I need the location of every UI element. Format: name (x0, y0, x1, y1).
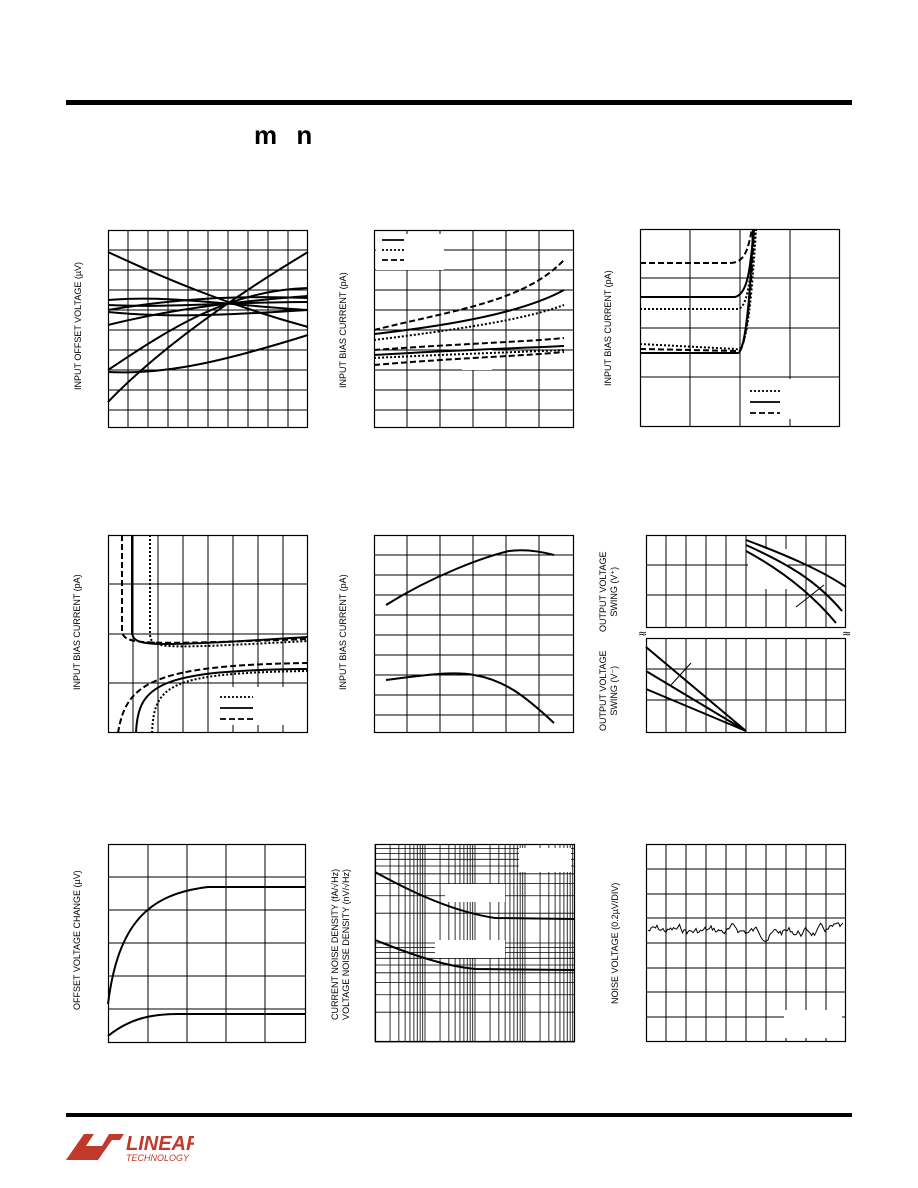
curve (640, 229, 754, 351)
curve (150, 535, 308, 646)
chart-offset-voltage-plot (108, 230, 308, 428)
curve (640, 229, 752, 263)
curve (646, 671, 746, 731)
bottom-rule (66, 1113, 852, 1117)
curve (386, 673, 554, 723)
curve (640, 229, 753, 353)
chart-offset-change (108, 844, 306, 1043)
c1-ylabel: INPUT OFFSET VOLTAGE (µV) (73, 261, 83, 390)
upper-plot (646, 535, 846, 628)
c9-ylabel: NOISE VOLTAGE (0.2µV/DIV) (610, 882, 620, 1004)
logo-word: LINEAR (126, 1133, 194, 1155)
c6-ylabel-bottom: OUTPUT VOLTAGE SWING (V⁻) (598, 650, 619, 731)
logo-sub: TECHNOLOGY (126, 1153, 190, 1163)
grid (108, 230, 308, 428)
header-glyphs: m n (254, 120, 319, 150)
chart-output-swing (638, 535, 852, 733)
chart-noise-voltage (646, 844, 846, 1042)
grid (374, 535, 574, 733)
curve (646, 647, 746, 731)
chart-offset-voltage (108, 230, 308, 428)
chart-bias-current-1 (374, 230, 574, 428)
curve (108, 1014, 306, 1036)
c8-ylabel: CURRENT NOISE DENSITY (fA/√Hz) VOLTAGE NOISE DENSITY (nV/√Hz) (330, 868, 351, 1020)
chart-bias-current-3 (108, 535, 308, 733)
logo-mark-icon (64, 1128, 194, 1164)
top-rule (66, 100, 852, 105)
axis-break-right: ≈ (842, 627, 852, 640)
curve (640, 229, 756, 349)
curve (374, 290, 564, 334)
axis-break-left: ≈ (638, 627, 648, 640)
curve (108, 887, 306, 1004)
chart-noise-density (375, 844, 575, 1042)
lower-plot (646, 639, 846, 734)
curve (386, 550, 554, 605)
chart-bias-current-4 (374, 535, 574, 733)
c7-ylabel: OFFSET VOLTAGE CHANGE (µV) (72, 870, 82, 1010)
chart-bias-current-2 (640, 229, 840, 427)
curve (646, 689, 746, 731)
c5-ylabel: INPUT BIAS CURRENT (pA) (338, 574, 348, 690)
c6-ylabel-top: OUTPUT VOLTAGE SWING (V⁺) (598, 551, 619, 632)
linear-technology-logo[interactable] (64, 1128, 194, 1169)
c4-ylabel: INPUT BIAS CURRENT (pA) (72, 574, 82, 690)
c3-ylabel: INPUT BIAS CURRENT (pA) (603, 270, 613, 386)
c2-ylabel: INPUT BIAS CURRENT (pA) (338, 272, 348, 388)
